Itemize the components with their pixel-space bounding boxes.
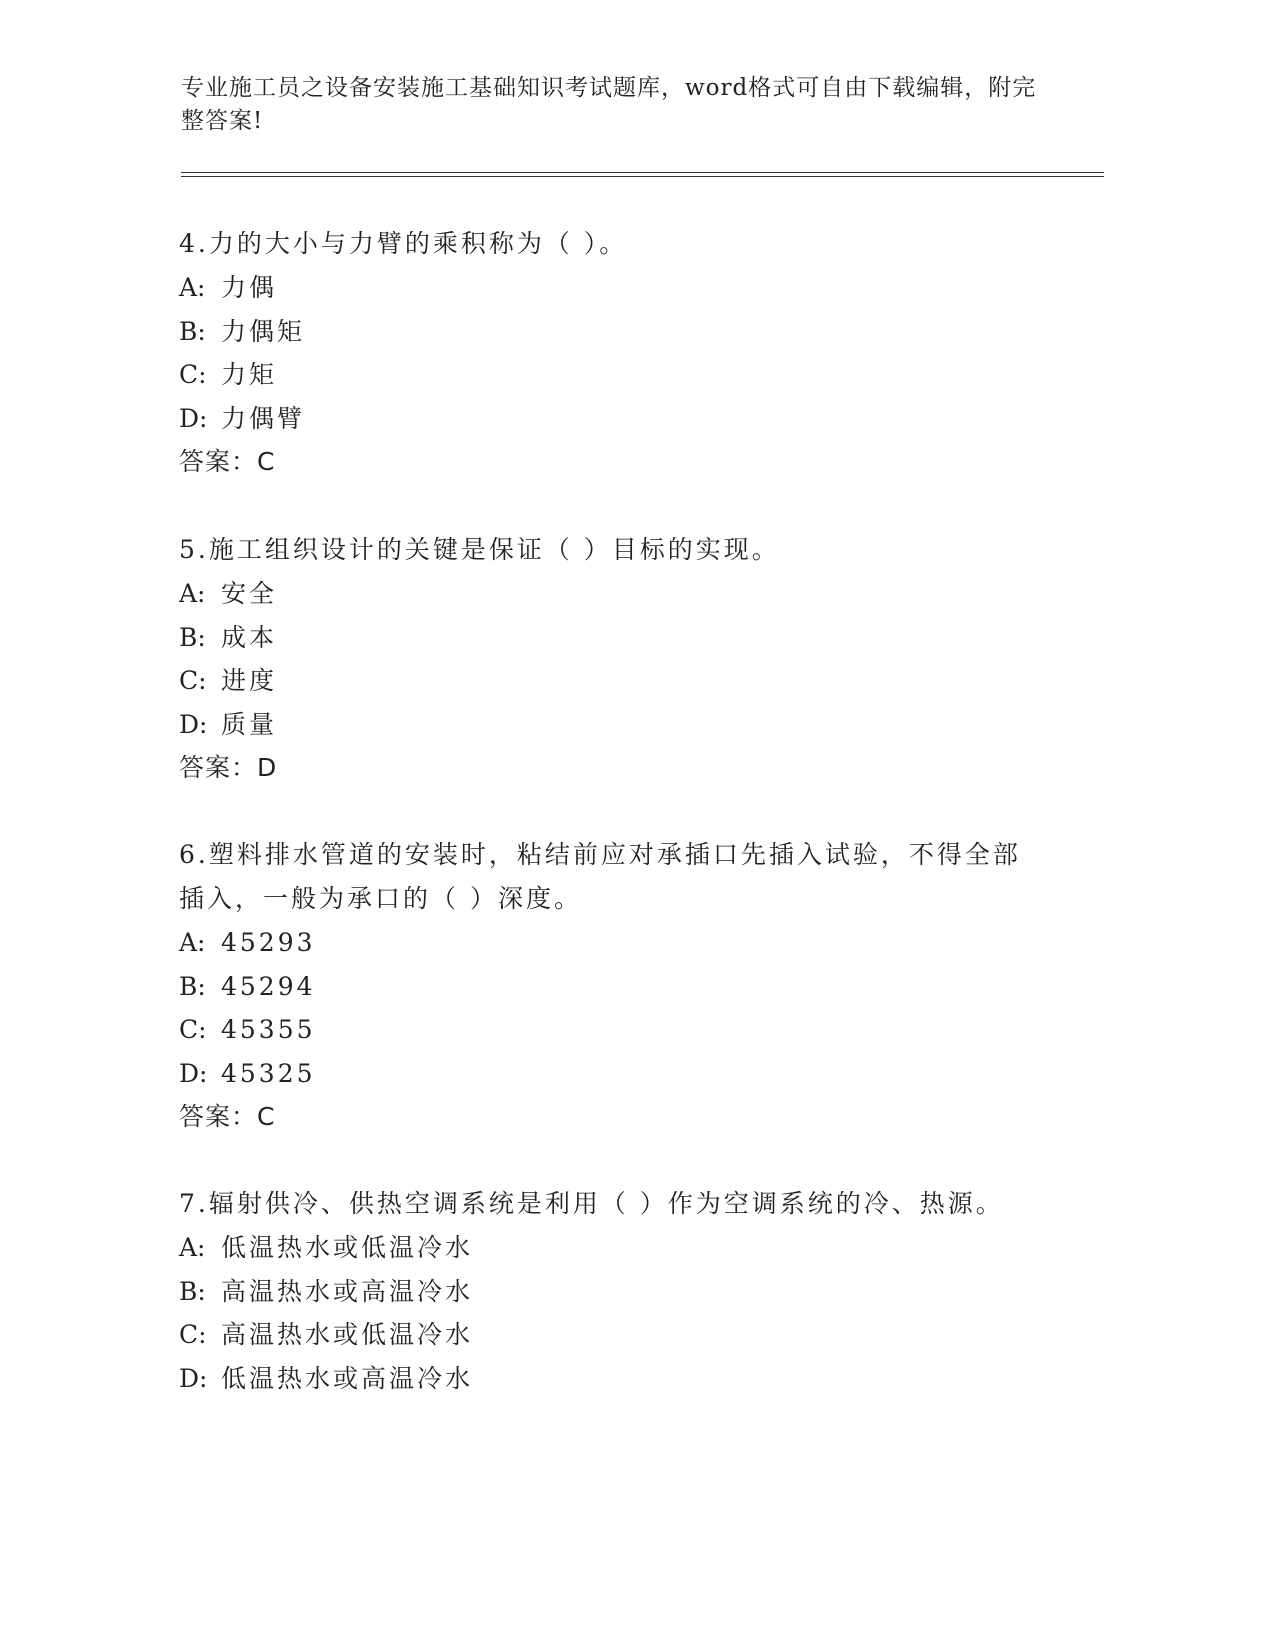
option-key: D:: [179, 1363, 208, 1393]
option-text: 低温热水或低温冷水: [221, 1233, 474, 1262]
option-text: 质量: [221, 709, 278, 739]
option-a: [179, 1226, 1039, 1270]
option-text: 成本: [221, 622, 278, 652]
option-text: 高温热水或低温冷水: [221, 1320, 474, 1349]
option-key: B:: [179, 622, 206, 652]
answer-line: 答案：C: [179, 447, 276, 476]
option-c: [179, 353, 1039, 397]
option-c: [179, 1313, 1039, 1357]
header-divider-bottom: [181, 176, 1104, 177]
option-key: B:: [179, 1276, 206, 1306]
option-key: D:: [179, 709, 208, 739]
option-text: 力偶: [221, 273, 278, 302]
option-key: C:: [179, 666, 207, 695]
option-text: 45355: [221, 1015, 316, 1044]
option-a: [179, 572, 1039, 616]
option-b: [179, 965, 1039, 1009]
option-text: 进度: [221, 666, 278, 695]
option-d: [179, 1052, 1039, 1096]
option-a: [179, 921, 1039, 965]
option-c: [179, 1008, 1039, 1052]
option-b: [179, 1270, 1039, 1314]
option-text: 安全: [221, 579, 278, 608]
question-stem: 6.塑料排水管道的安装时，粘结前应对承插口先插入试验，不得全部插入，一般为承口的（ ）深度。: [179, 840, 1021, 913]
question-4: [179, 222, 1039, 484]
question-stem: 5.施工组织设计的关键是保证（ ）目标的实现。: [179, 535, 780, 564]
option-text: 力矩: [221, 360, 278, 389]
option-d: [179, 703, 1039, 747]
question-stem: 7.辐射供冷、供热空调系统是利用（ ）作为空调系统的冷、热源。: [179, 1189, 1004, 1218]
question-6: [179, 833, 1039, 1139]
option-text: 力偶臂: [221, 403, 306, 433]
option-text: 低温热水或高温冷水: [221, 1363, 474, 1393]
option-key: B:: [179, 316, 206, 346]
option-key: B:: [179, 971, 206, 1001]
option-d: [179, 397, 1039, 441]
option-text: 45294: [221, 971, 316, 1001]
option-key: C:: [179, 360, 207, 389]
option-key: D:: [179, 403, 208, 433]
option-key: D:: [179, 1058, 208, 1088]
option-text: 高温热水或高温冷水: [221, 1276, 474, 1306]
option-key: C:: [179, 1015, 207, 1044]
answer-line: 答案：D: [179, 753, 278, 782]
option-b: [179, 616, 1039, 660]
question-stem: 4.力的大小与力臂的乘积称为（ ）。: [179, 229, 628, 258]
option-d: [179, 1357, 1039, 1401]
option-key: C:: [179, 1320, 207, 1349]
option-text: 45325: [221, 1058, 316, 1088]
option-b: [179, 310, 1039, 354]
option-text: 力偶矩: [221, 316, 306, 346]
option-key: A:: [179, 928, 206, 957]
document-header: 专业施工员之设备安装施工基础知识考试题库，word格式可自由下载编辑，附完整答案!: [181, 75, 1037, 134]
question-5: [179, 528, 1039, 790]
option-key: A:: [179, 273, 206, 302]
option-text: 45293: [221, 928, 316, 957]
option-a: [179, 266, 1039, 310]
question-7: [179, 1182, 1039, 1400]
answer-line: 答案：C: [179, 1102, 276, 1131]
option-c: [179, 659, 1039, 703]
header-divider-top: [181, 172, 1104, 173]
option-key: A:: [179, 1233, 206, 1262]
option-key: A:: [179, 579, 206, 608]
